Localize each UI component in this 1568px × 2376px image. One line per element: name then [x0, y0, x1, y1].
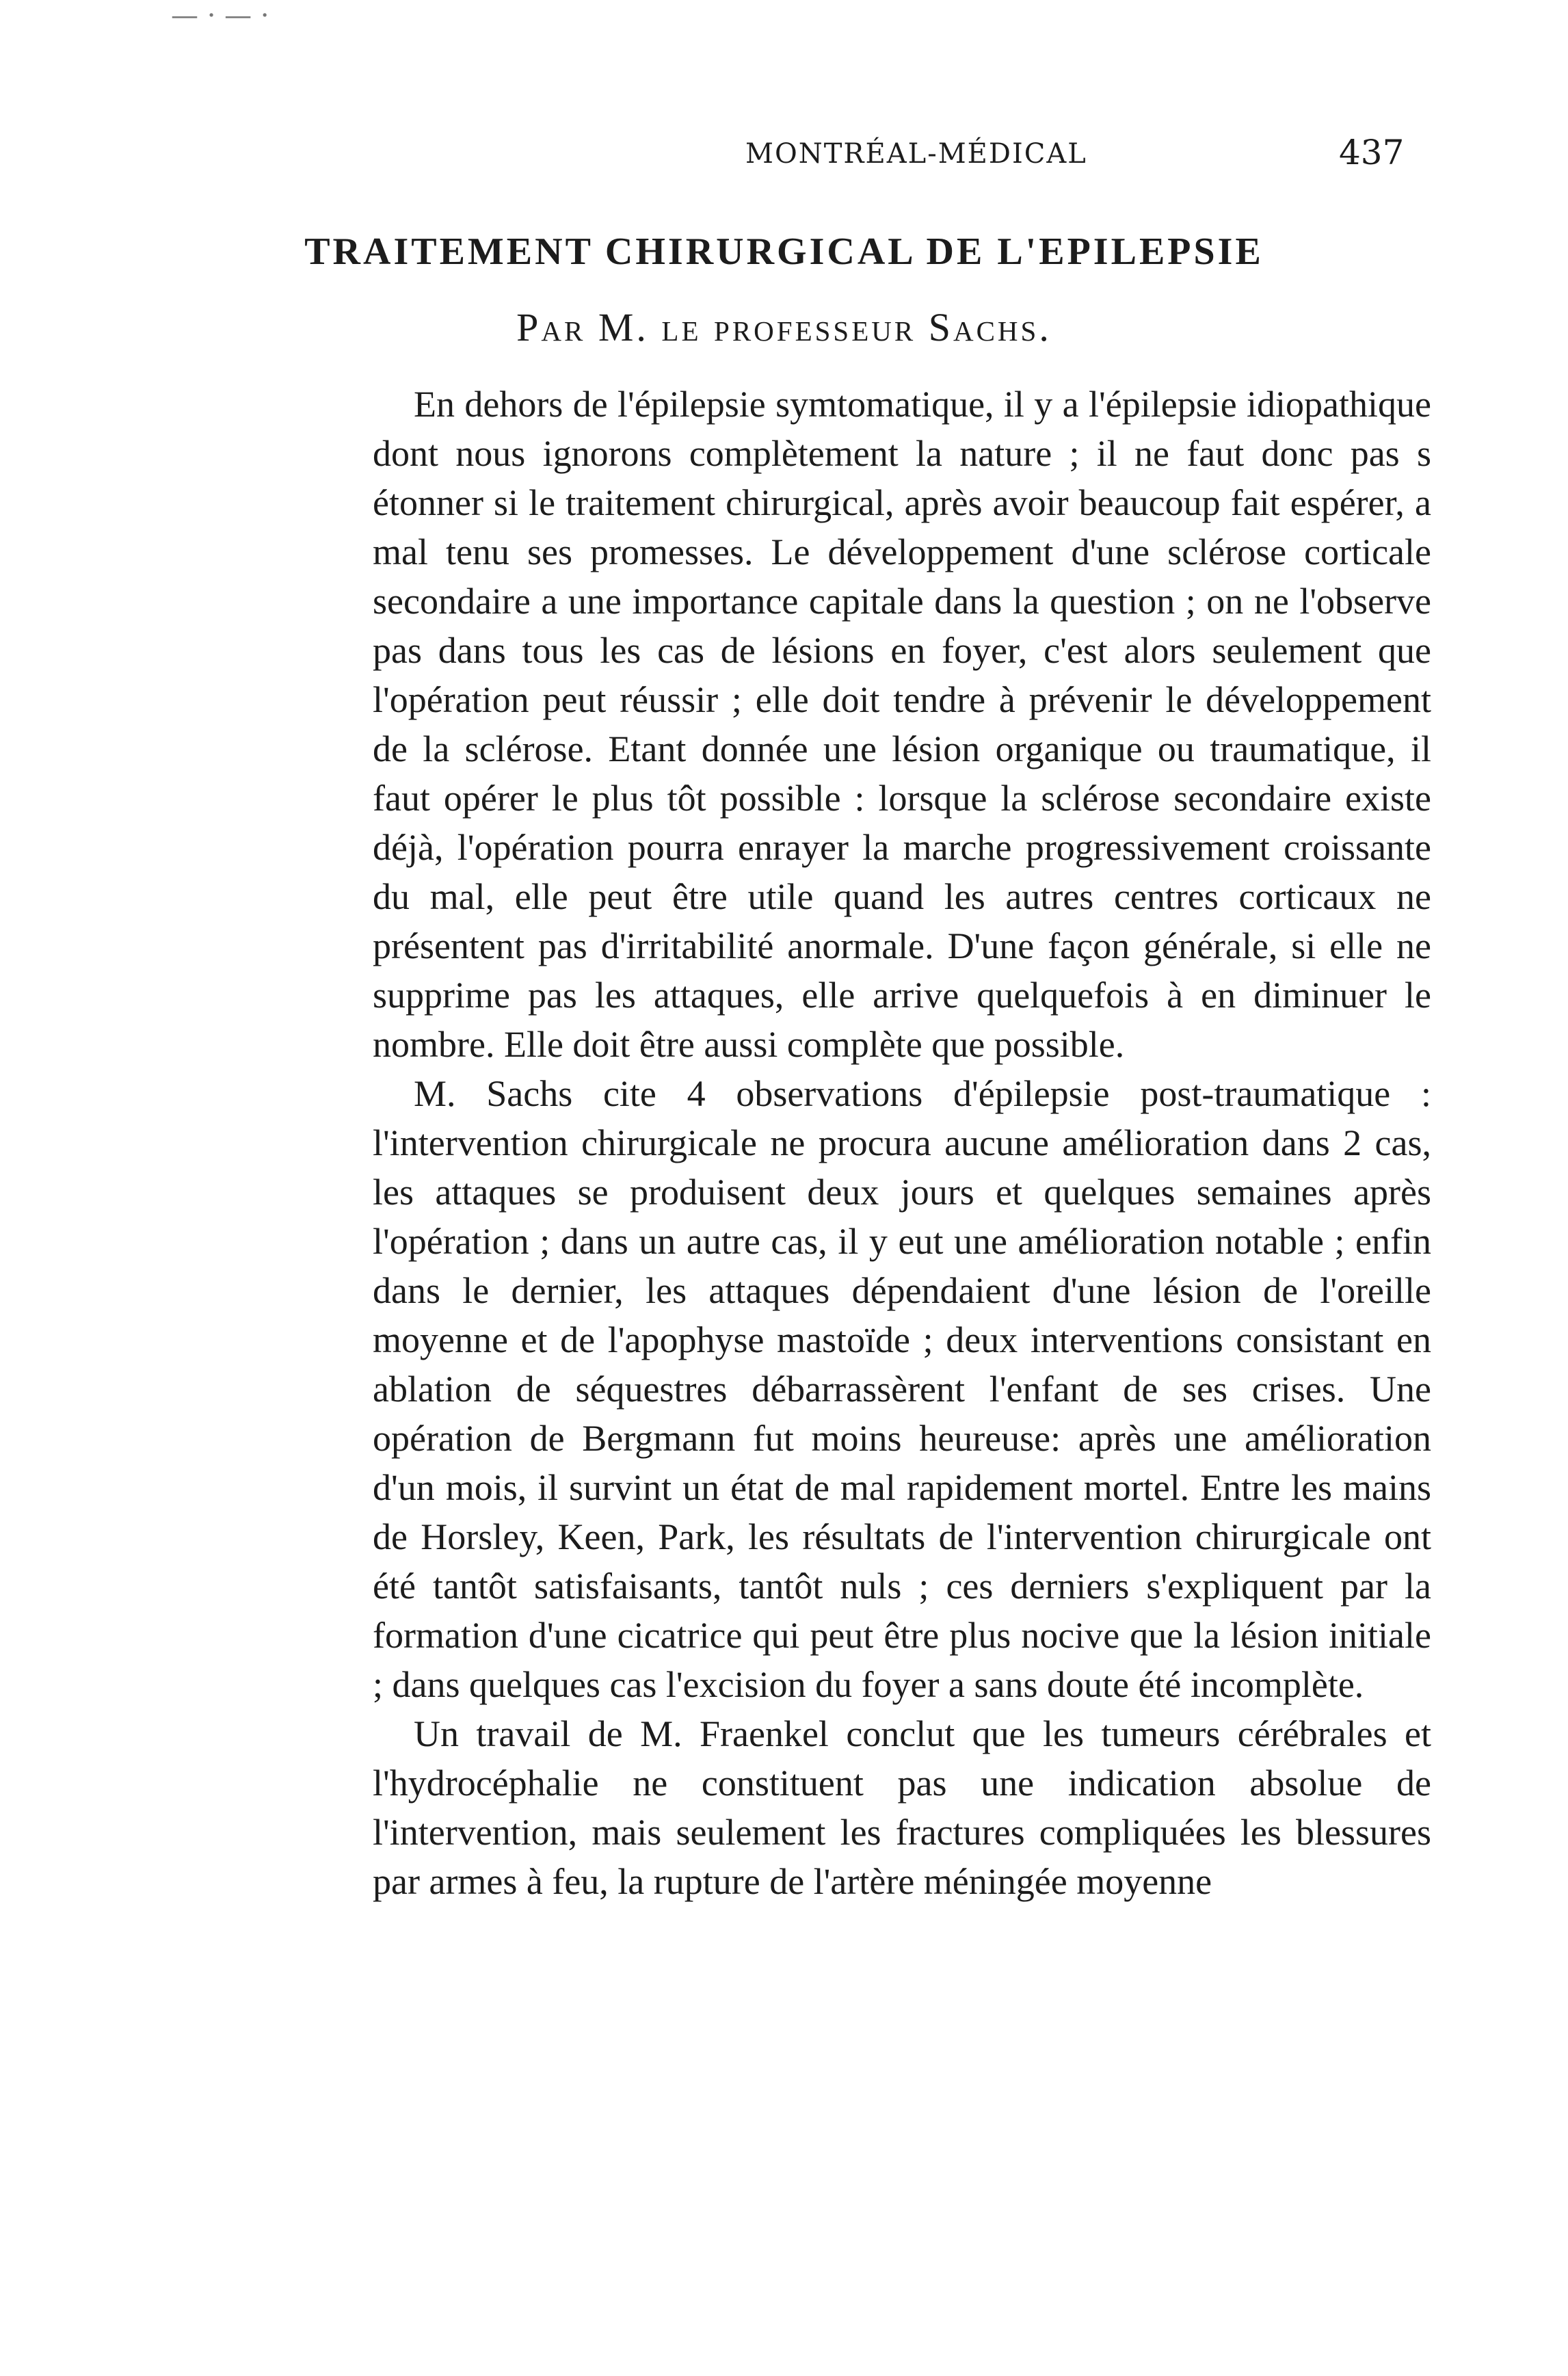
page-header	[0, 133, 1568, 186]
paragraph-2: M. Sachs cite 4 observations d'épilepsie post-traumatique : l'intervention chirurgicale ne procura aucune amélioration dans 2 cas, les attaques se produisent deux jours et quelques semaines après l'opération ; dans un autre cas, il y eut une amélioration notable ; enfin dans le dernier, les attaques dépendaient d'une lésion de l'oreille moyenne et de l'apophyse mastoïde ; deux interventions consistant en ablation de séquestres débarrassèrent l'enfant de ses crises. Une opération de Bergmann fut moins heureuse: après une amélioration d'un mois, il survint un état de mal rapidement mortel. Entre les mains de Horsley, Keen, Park, les résultats de l'intervention chirurgicale ont été tantôt satisfaisants, tantôt nuls ; ces derniers s'expliquent par la formation d'une cicatrice qui peut être plus nocive que la lésion initiale ; dans quelques cas l'excision du foyer a sans doute été incomplète.	[373, 1073, 1431, 1705]
article-body	[373, 380, 1431, 1906]
page-number: 437	[1339, 133, 1405, 172]
article-title: TRAITEMENT CHIRURGICAL DE L'EPILEPSIE	[304, 230, 1264, 273]
paragraph-1: En dehors de l'épilepsie symtomatique, il y a l'épilepsie idiopathique dont nous ignorons complètement la nature ; il ne faut donc pas s étonner si le traitement chirurgical, après avoir beaucoup fait espérer, a mal tenu ses promesses. Le développement d'une sclérose corticale secondaire a une importance capitale dans la question ; on ne l'observe pas dans tous les cas de lésions en foyer, c'est alors seulement que l'opération peut réussir ; elle doit tendre à prévenir le développement de la sclérose. Etant donnée une lésion organique ou traumatique, il faut opérer le plus tôt possible : lorsque la sclérose secondaire existe déjà, l'opération pourra enrayer la marche progressivement croissante du mal, elle peut être utile quand les autres centres corticaux ne présentent pas d'irritabilité anormale. D'une façon générale, si elle ne supprime pas les attaques, elle arrive quelquefois à en diminuer le nombre. Elle doit être aussi complète que possible.	[373, 384, 1431, 1065]
scan-mark-top: — · — ·	[171, 0, 269, 31]
article-author: Par M. le professeur Sachs.	[516, 305, 1052, 349]
paragraph-3: Un travail de M. Fraenkel conclut que les tumeurs cérébrales et l'hydrocéphalie ne constituent pas une indication absolue de l'intervention, mais seulement les fractures compliquées les blessures par armes à feu, la rupture de l'artère méningée moyenne	[373, 1713, 1431, 1902]
running-head: MONTRÉAL-MÉDICAL	[745, 138, 1087, 170]
